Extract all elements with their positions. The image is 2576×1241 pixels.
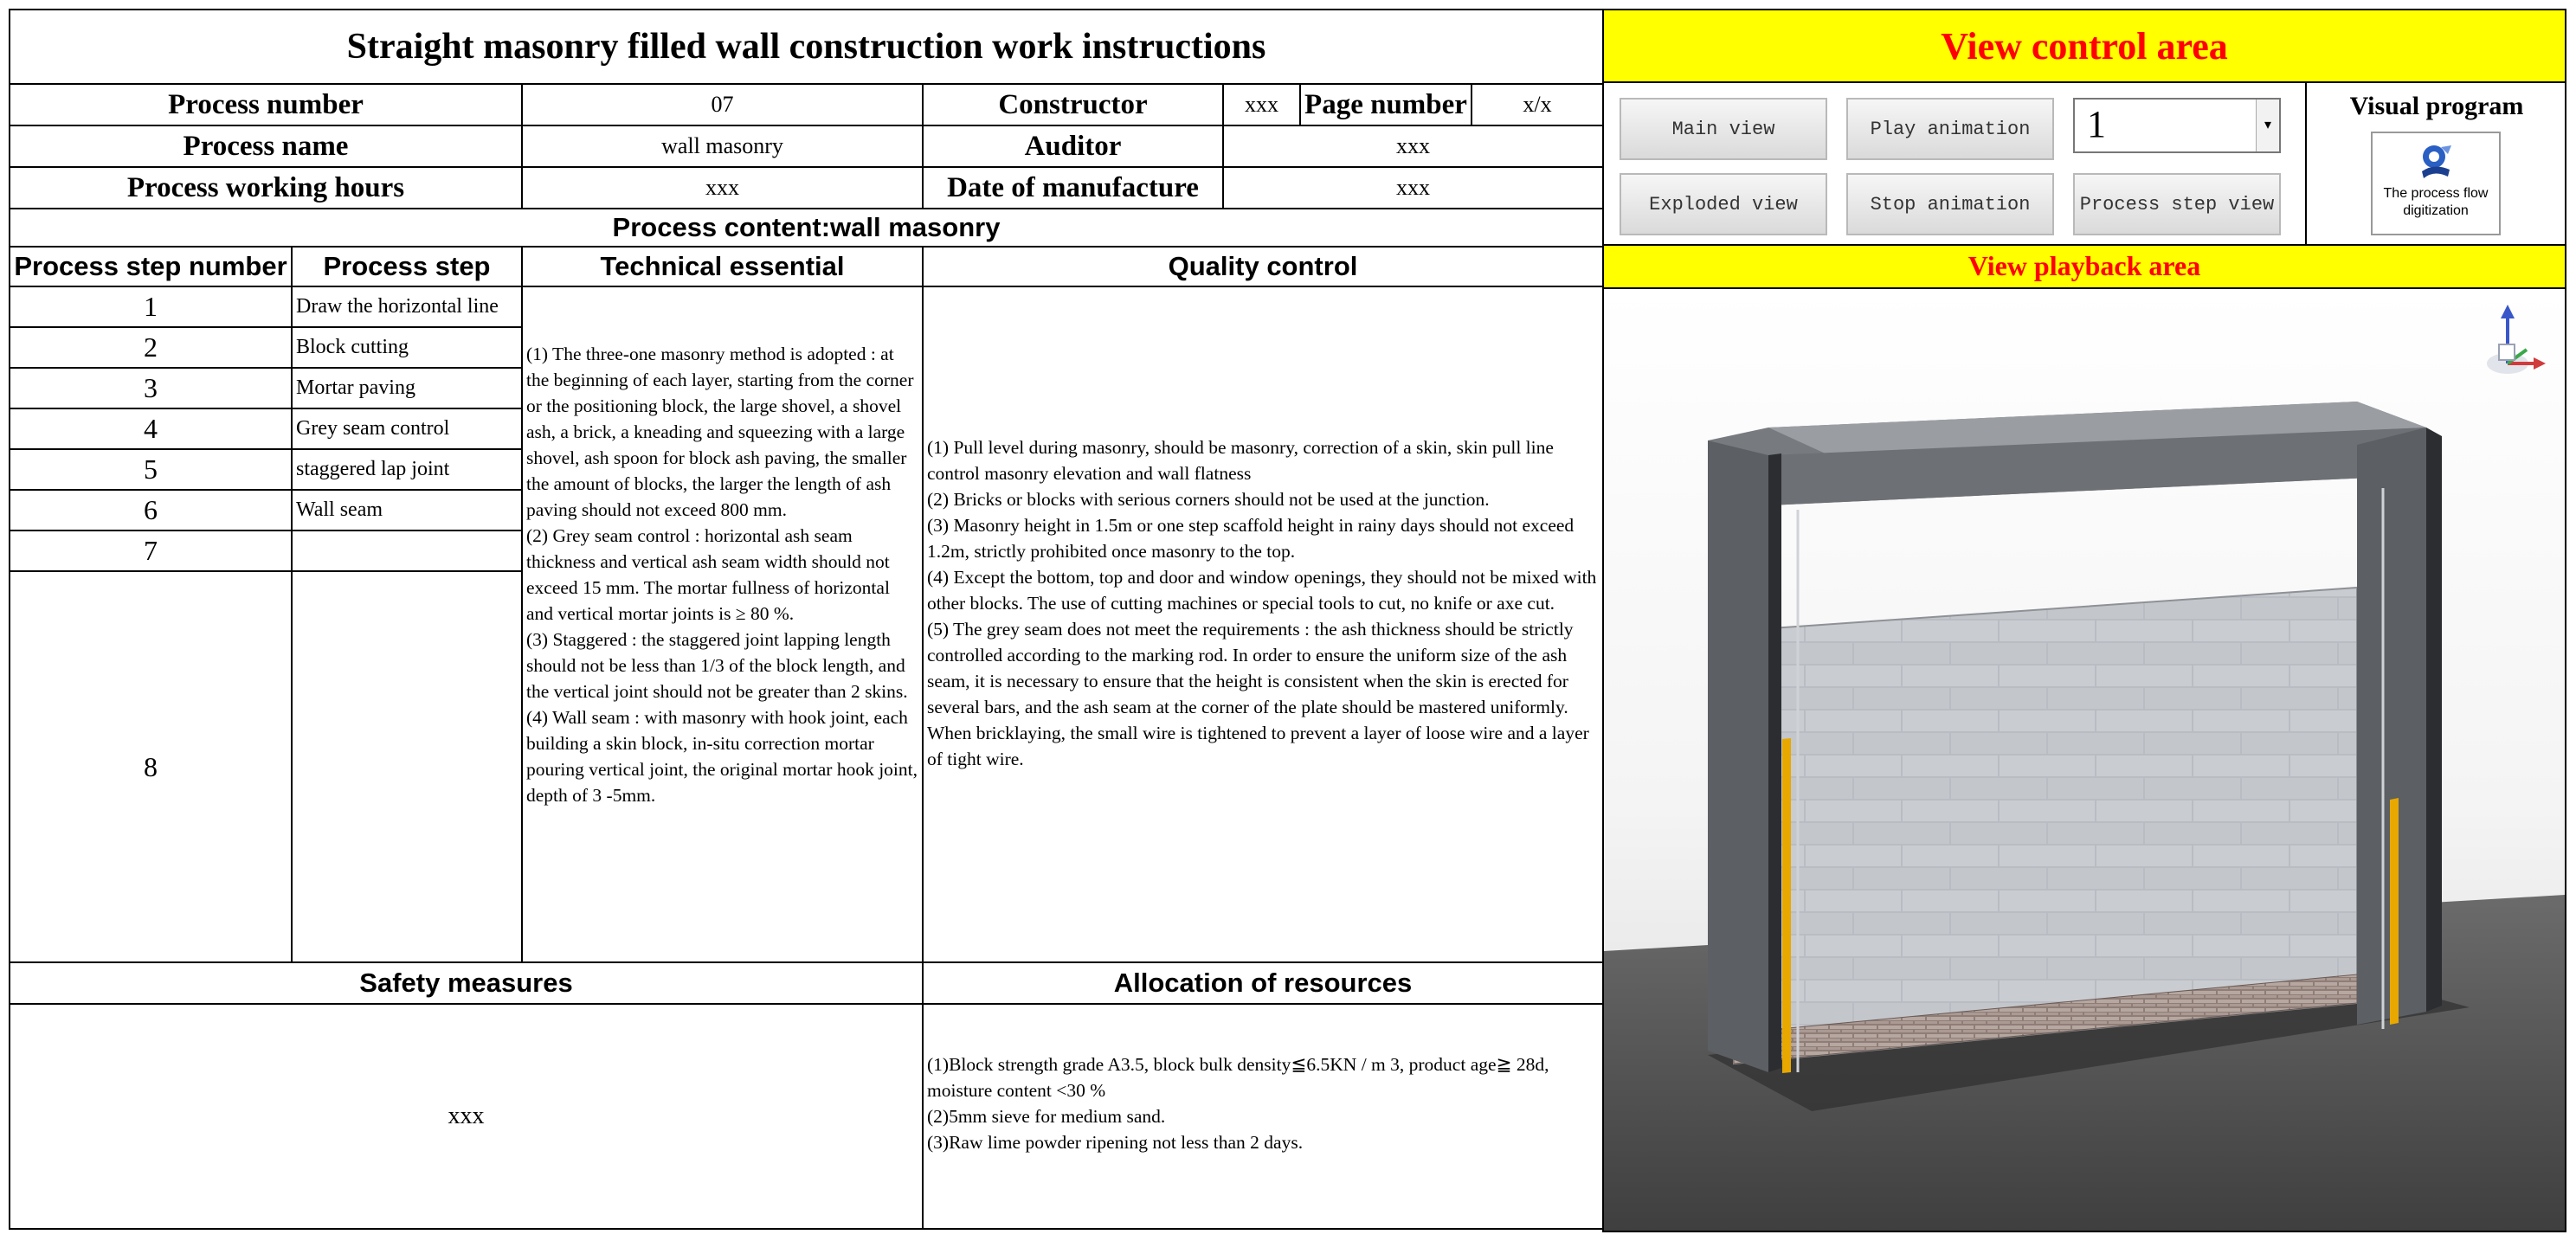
hours-value[interactable]: xxx bbox=[522, 167, 923, 209]
date-value[interactable]: xxx bbox=[1223, 167, 1603, 209]
left-edge-strip bbox=[1782, 738, 1791, 1073]
3d-viewport[interactable] bbox=[1602, 289, 2566, 1232]
step-name[interactable]: staggered lap joint bbox=[292, 449, 522, 490]
process-flow-button-label: The process flow digitization bbox=[2383, 186, 2489, 218]
col-step-number: Process step number bbox=[10, 247, 292, 286]
technical-text[interactable]: (1) The three-one masonry method is adopted : at the beginning of each layer, starting from the corner or the positioning block, the large shovel, a shovel ash, a brick, a kneading and squeezing with a large shovel, ash spoon for block ash paving, the smaller the amount of blocks, the larger the length of ash paving should not exceed 800 mm. (2) Grey seam control : horizontal ash seam thickness and vertical ash seam width should not exceed 15 mm. The mortar fullness of horizontal and vertical mortar joints is ≥ 80 %. (3) Staggered : the staggered joint lapping length should not be less than 1/3 of the block length, and the vertical joint should not be greater than 2 skins. (4) Wall seam : with masonry with hook joint, each building a skin block, in-situ correction mortar pouring vertical joint, the original mortar hook joint, depth of 3 -5mm. bbox=[522, 286, 923, 962]
process-flow-icon bbox=[2417, 142, 2455, 182]
step-name[interactable] bbox=[292, 571, 522, 962]
doc-title: Straight masonry filled wall construction work instructions bbox=[10, 10, 1603, 84]
process-step-view-button[interactable]: Process step view bbox=[2073, 173, 2281, 235]
step-number: 5 bbox=[10, 449, 292, 490]
view-control-title: View control area bbox=[1602, 9, 2566, 83]
view-control-area bbox=[1602, 83, 2566, 246]
process-number-label: Process number bbox=[10, 84, 522, 125]
step-number: 8 bbox=[10, 571, 292, 962]
process-flow-button[interactable] bbox=[2371, 132, 2501, 235]
auditor-label: Auditor bbox=[923, 125, 1223, 167]
page-number-label: Page number bbox=[1300, 84, 1472, 125]
page-number-value[interactable]: x/x bbox=[1472, 84, 1603, 125]
left-column bbox=[1708, 440, 1768, 1072]
stop-animation-button[interactable]: Stop animation bbox=[1846, 173, 2054, 235]
exploded-view-button[interactable]: Exploded view bbox=[1620, 173, 1827, 235]
content-header: Process content:wall masonry bbox=[10, 209, 1603, 247]
wall-model[interactable] bbox=[1604, 289, 2565, 1231]
view-playback-title: View playback area bbox=[1602, 246, 2566, 289]
col-technical: Technical essential bbox=[522, 247, 923, 286]
step-name[interactable] bbox=[292, 530, 522, 571]
right-panel bbox=[1602, 9, 2566, 1232]
instruction-table bbox=[9, 9, 1604, 1230]
safety-header: Safety measures bbox=[10, 962, 923, 1004]
date-label: Date of manufacture bbox=[923, 167, 1223, 209]
step-name[interactable]: Grey seam control bbox=[292, 408, 522, 449]
col-quality: Quality control bbox=[923, 247, 1603, 286]
chevron-down-icon[interactable]: ▾ bbox=[2256, 100, 2279, 151]
step-select-value: 1 bbox=[2087, 103, 2106, 145]
step-select[interactable] bbox=[2073, 98, 2281, 153]
safety-value[interactable]: xxx bbox=[10, 1004, 923, 1229]
col-step: Process step bbox=[292, 247, 522, 286]
step-number: 3 bbox=[10, 368, 292, 408]
step-name[interactable]: Draw the horizontal line bbox=[292, 286, 522, 327]
right-edge-strip bbox=[2390, 798, 2399, 1025]
constructor-label: Constructor bbox=[923, 84, 1223, 125]
visual-program-label: Visual program bbox=[2349, 92, 2524, 120]
process-name-value[interactable]: wall masonry bbox=[522, 125, 923, 167]
step-number: 2 bbox=[10, 327, 292, 368]
main-view-button[interactable]: Main view bbox=[1620, 98, 1827, 160]
quality-text[interactable]: (1) Pull level during masonry, should be masonry, correction of a skin, skin pull line control masonry elevation and wall flatness (2) Bricks or blocks with serious corners should not be used at the junction. (3) Masonry height in 1.5m or one step scaffold height in rainy days should not exceed 1.2m, strictly prohibited once masonry to the top. (4) Except the bottom, top and door and window openings, they should not be mixed with other blocks. The use of cutting machines or special tools to cut, no knife or axe cut. (5) The grey seam does not meet the requirements : the ash thickness should be strictly controlled according to the marking rod. In order to ensure the uniform size of the ash seam, it is necessary to ensure that the height is consistent when the skin is erected for several bars, and the ash seam at the corner of the plate should be mastered uniformly. When bricklaying, the small wire is tightened to prevent a layer of loose wire and a layer of tight wire. bbox=[923, 286, 1603, 962]
resources-text[interactable]: (1)Block strength grade A3.5, block bulk density≦6.5KN / m 3, product age≧ 28d, moisture content <30 % (2)5mm sieve for medium sand. (3)Raw lime powder ripening not less than 2 days. bbox=[923, 1004, 1603, 1229]
step-number: 4 bbox=[10, 408, 292, 449]
step-number: 7 bbox=[10, 530, 292, 571]
step-name[interactable]: Block cutting bbox=[292, 327, 522, 368]
resources-header: Allocation of resources bbox=[923, 962, 1603, 1004]
step-name[interactable]: Mortar paving bbox=[292, 368, 522, 408]
step-name[interactable]: Wall seam bbox=[292, 490, 522, 530]
play-animation-button[interactable]: Play animation bbox=[1846, 98, 2054, 160]
step-number: 6 bbox=[10, 490, 292, 530]
auditor-value[interactable]: xxx bbox=[1223, 125, 1603, 167]
hours-label: Process working hours bbox=[10, 167, 522, 209]
constructor-value[interactable]: xxx bbox=[1223, 84, 1300, 125]
step-number: 1 bbox=[10, 286, 292, 327]
process-name-label: Process name bbox=[10, 125, 522, 167]
process-number-value[interactable]: 07 bbox=[522, 84, 923, 125]
